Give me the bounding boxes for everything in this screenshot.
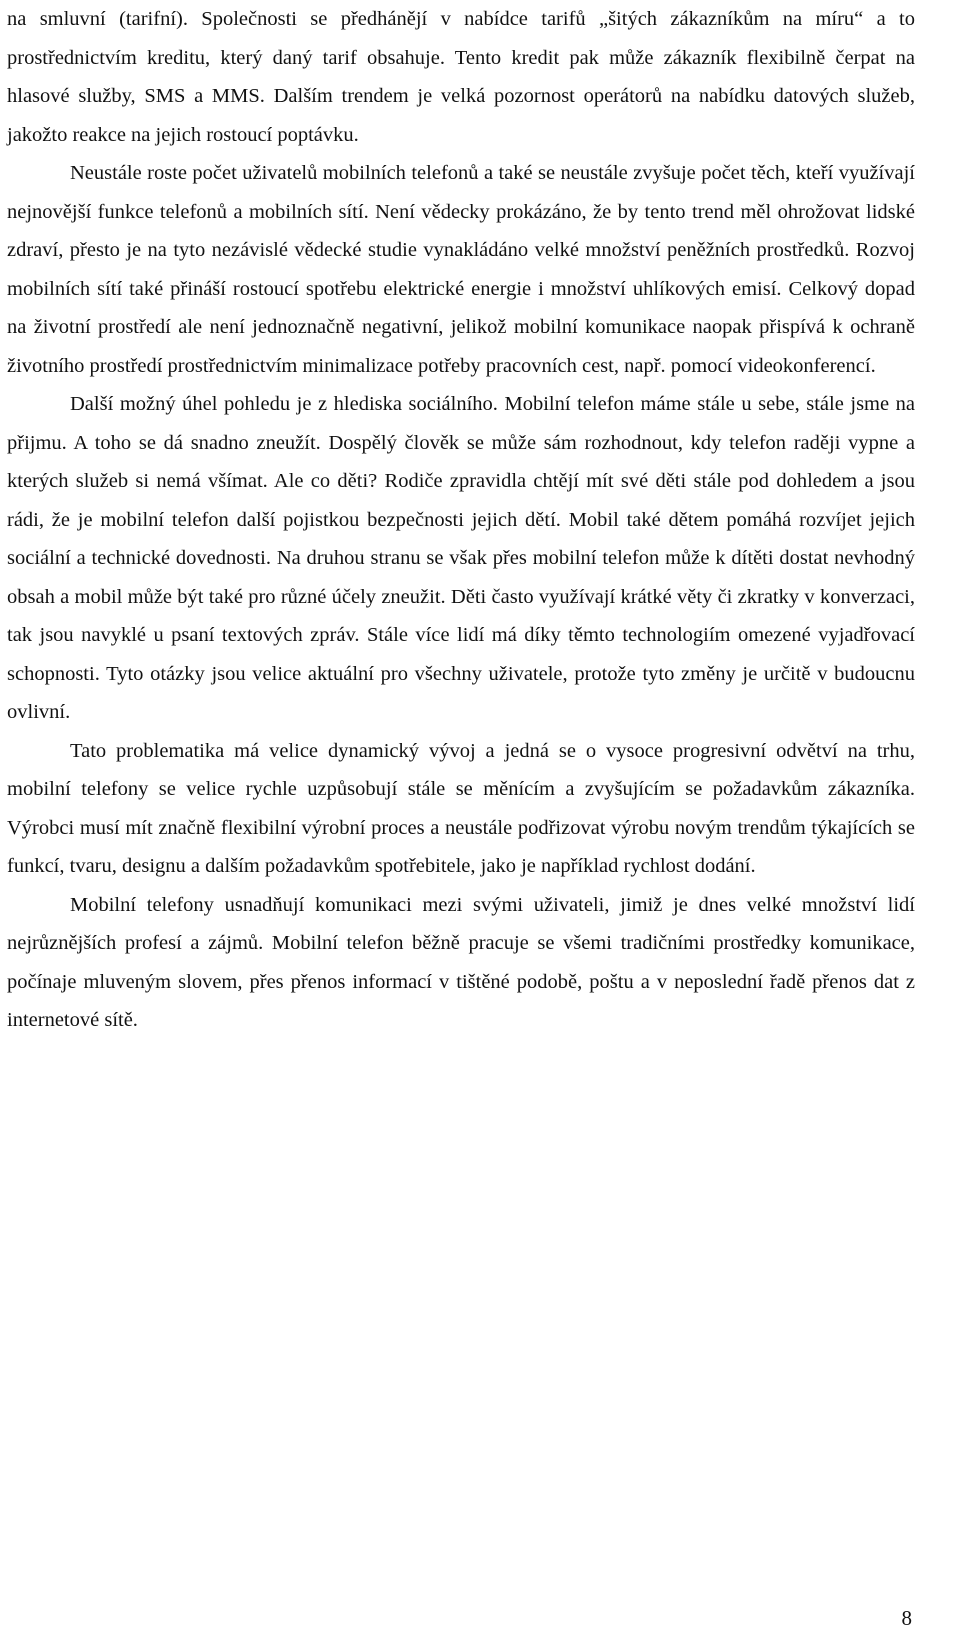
paragraph: na smluvní (tarifní). Společnosti se předhánějí v nabídce tarifů „šitých zákazníkům na míru“ a to prostřednictvím kreditu, který daný tarif obsahuje. Tento kredit pak může zákazník flexibilně čerpat na hlasové služby, SMS a MMS. Dalším trendem je velká pozornost operátorů na nabídku datových služeb, jakožto reakce na jejich rostoucí poptávku.	[7, 8, 915, 146]
paragraph: Neustále roste počet uživatelů mobilních telefonů a také se neustále zvyšuje počet těch, kteří využívají nejnovější funkce telefonů a mobilních sítí. Není vědecky prokázáno, že by tento trend měl ohrožovat lidské zdraví, přesto je na tyto nezávislé vědecké studie vynakládáno velké množství peněžních prostředků. Rozvoj mobilních sítí také přináší rostoucí spotřebu elektrické energie i množství uhlíkových emisí. Celkový dopad na životní prostředí ale není jednoznačně negativní, jelikož mobilní komunikace naopak přispívá k ochraně životního prostředí prostřednictvím minimalizace potřeby pracovních cest, např. pomocí videokonferencí.	[7, 162, 915, 377]
document-body	[7, 0, 915, 1040]
page-number: 8	[901, 1606, 912, 1630]
paragraph: Tato problematika má velice dynamický vývoj a jedná se o vysoce progresivní odvětví na trhu, mobilní telefony se velice rychle uzpůsobují stále se měnícím a zvyšujícím se požadavkům zákazníka. Výrobci musí mít značně flexibilní výrobní proces a neustále podřizovat výrobu novým trendům týkajících se funkcí, tvaru, designu a dalším požadavkům spotřebitele, jako je například rychlost dodání.	[7, 739, 915, 877]
paragraph: Mobilní telefony usnadňují komunikaci mezi svými uživateli, jimiž je dnes velké množství lidí nejrůznějších profesí a zájmů. Mobilní telefon běžně pracuje se všemi tradičními prostředky komunikace, počínaje mluveným slovem, přes přenos informací v tištěné podobě, poštu a v neposlední řadě přenos dat z internetové sítě.	[7, 893, 915, 1031]
paragraph: Další možný úhel pohledu je z hlediska sociálního. Mobilní telefon máme stále u sebe, stále jsme na přijmu. A toho se dá snadno zneužít. Dospělý člověk se může sám rozhodnout, kdy telefon raději vypne a kterých služeb si nemá všímat. Ale co děti? Rodiče zpravidla chtějí mít své děti stále pod dohledem a jsou rádi, že je mobilní telefon další pojistkou bezpečnosti jejich dětí. Mobil také dětem pomáhá rozvíjet jejich sociální a technické dovednosti. Na druhou stranu se však přes mobilní telefon může k dítěti dostat nevhodný obsah a mobil může být také pro různé účely zneužit. Děti často využívají krátké věty či zkratky v konverzaci, tak jsou navyklé u psaní textových zpráv. Stále více lidí má díky těmto technologiím omezené vyjadřovací schopnosti. Tyto otázky jsou velice aktuální pro všechny uživatele, protože tyto změny je určitě v budoucnu ovlivní.	[7, 393, 915, 723]
